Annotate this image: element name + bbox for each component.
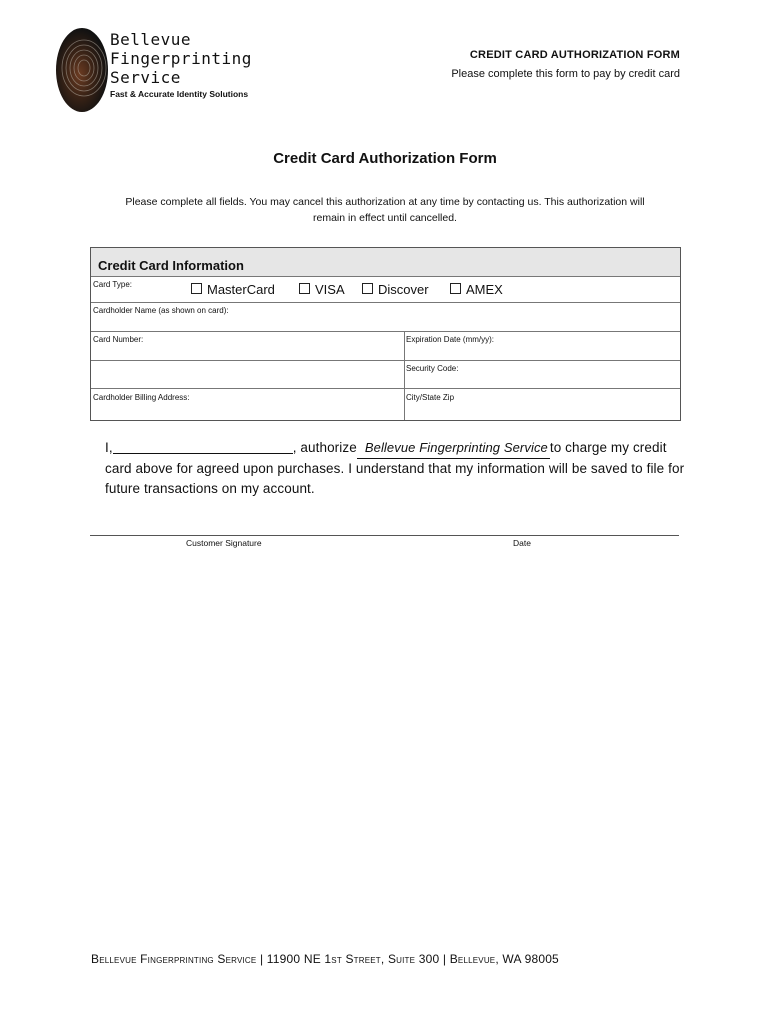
checkbox-amex[interactable] [450,282,503,297]
table-heading [91,248,680,277]
expiration-date-field[interactable] [405,332,680,360]
checkbox-mastercard[interactable] [191,282,275,297]
name-blank-field[interactable] [113,439,293,454]
checkbox-box[interactable] [191,283,202,294]
cardholder-name-label: Cardholder Name (as shown on card): [93,306,229,315]
customer-signature-label: Customer Signature [186,538,262,548]
auth-prefix: I, [105,440,113,455]
header [451,49,680,80]
card-number-field[interactable] [91,332,404,360]
business-name: Bellevue Fingerprinting Service [357,438,550,459]
header-title: CREDIT CARD AUTHORIZATION FORM [469,49,680,61]
date-label: Date [513,538,531,548]
security-code-field[interactable] [405,361,680,388]
billing-address-label: Cardholder Billing Address: [93,393,190,402]
card-type-row [91,277,680,303]
fingerprint-icon [56,28,108,112]
billing-address-row [91,389,680,420]
billing-address-field[interactable] [91,389,404,419]
security-code-label: Security Code: [406,364,459,373]
card-number-row [91,332,680,361]
checkbox-box[interactable] [362,283,373,294]
security-code-row [91,361,680,389]
checkbox-discover-label: Discover [378,282,429,297]
checkbox-mastercard-label: MasterCard [207,282,275,297]
card-type-label: Card Type: [93,280,132,289]
auth-suffix: to charge my credit card above for agreed upon purchases. I understand that my information will be saved to file for future transactions on my account. [105,440,685,496]
logo-tagline: Fast & Accurate Identity Solutions [110,89,249,99]
cardholder-name-field[interactable] [91,303,680,332]
form-title: Credit Card Authorization Form [273,150,497,167]
form-intro: Please complete all fields. You may cancel this authorization at any time by contacting us. This authorization will remain in effect until cancelled. [125,196,645,224]
column-divider [404,332,405,420]
footer-address: Bellevue Fingerprinting Service | 11900 NE 1st Street, Suite 300 | Bellevue, WA 98005 [91,952,559,966]
credit-card-table [90,247,681,421]
checkbox-amex-label: AMEX [466,282,503,297]
checkbox-discover[interactable] [362,282,429,297]
checkbox-visa-label: VISA [315,282,345,297]
header-subtitle: Please complete this form to pay by credit card [451,68,680,80]
city-state-zip-field[interactable] [405,389,680,419]
expiration-date-label: Expiration Date (mm/yy): [406,335,495,344]
auth-mid: , authorize [292,440,357,455]
authorization-statement [105,438,685,499]
company-logo [56,26,256,116]
table-heading-text: Credit Card Information [98,258,244,273]
logo-wordmark: Bellevue Fingerprinting Service [110,30,252,87]
checkbox-box[interactable] [450,283,461,294]
card-number-label: Card Number: [93,335,144,344]
checkbox-box[interactable] [299,283,310,294]
signature-line[interactable] [90,535,679,536]
checkbox-visa[interactable] [299,282,345,297]
city-state-zip-label: City/State Zip [406,393,455,402]
